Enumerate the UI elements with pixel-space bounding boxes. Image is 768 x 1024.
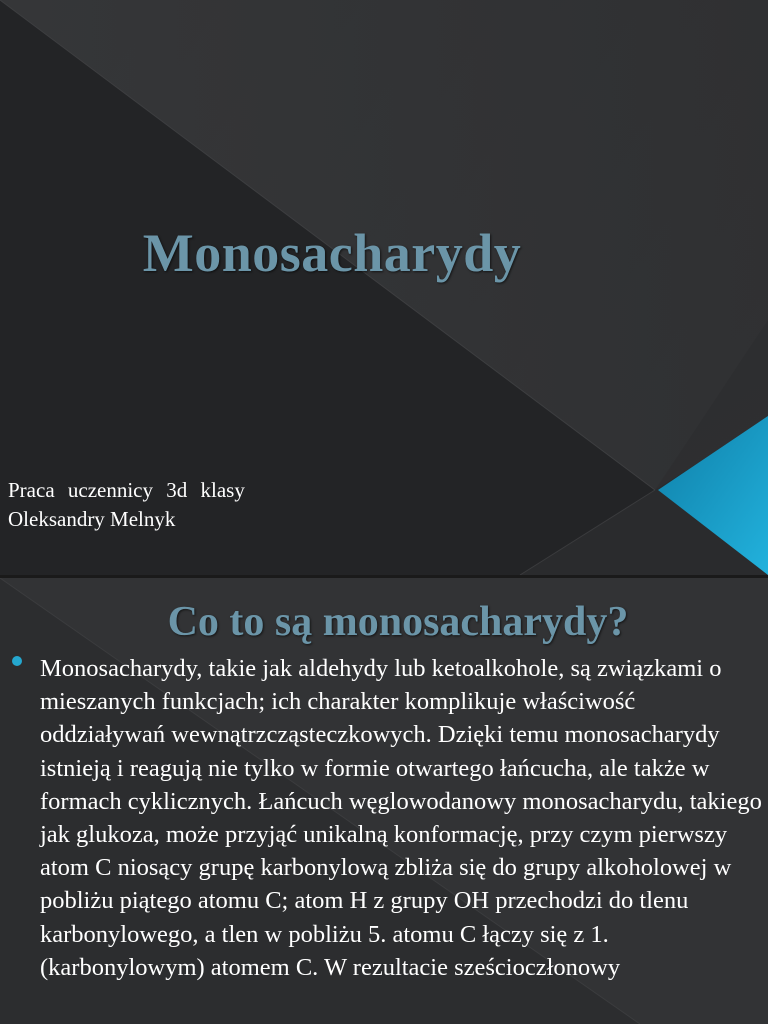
subtitle-line-author: Oleksandry Melnyk (8, 507, 176, 531)
slide-title: Monosacharydy (142, 223, 522, 283)
bullet-icon (12, 656, 22, 666)
slide-heading: Co to są monosacharydy? (167, 599, 629, 645)
bullet-text: Monosacharydy, takie jak aldehydy lub ketoalkohole, są związkami o mieszanych funkcjach; ich charakter komplikuje właściwość oddziaływań wewnątrzcząsteczkowych. Dzięki temu monosacharydy istnieją i reagują nie tylko w formie otwartego łańcucha, ale także w formach cyklicznych. Łańcuch węglowodanowy monosacharydu, takiego jak glukoza, może przyjąć unikalną konformację, przy czym pierwszy atom C niosący grupę karbonylową zbliża się do grupy alkoholowej w pobliżu piątego atomu C; atom H z grupy OH przechodzi do tlenu karbonylowego, a tlen w pobliżu 5. atomu C łączy się z 1. (karbonylowym) atomem C. W rezultacie sześcioczłonowy (40, 655, 762, 981)
slide-subtitle (8, 476, 245, 534)
content-slide (0, 578, 768, 1024)
subtitle-line-class: Praca uczennicy 3d klasy (8, 478, 245, 502)
